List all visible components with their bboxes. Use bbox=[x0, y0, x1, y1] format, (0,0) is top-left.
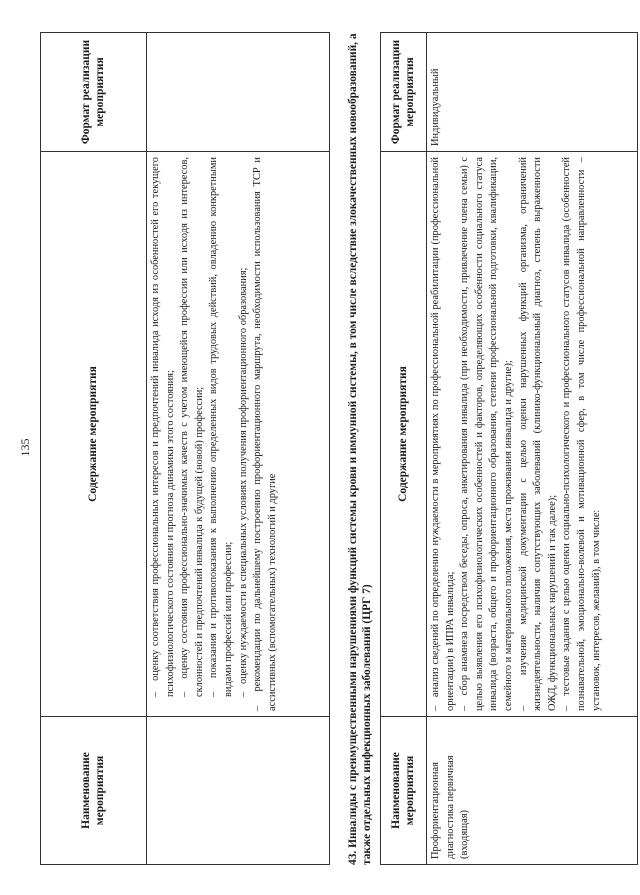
list-item: – оценку соответствия профессиональных интересов и предпочтений инвалида исходя из особенностей его текущего психофизиологического состояния и прогноза динамики этого состояния; bbox=[150, 157, 176, 697]
cell-activity-name bbox=[427, 717, 638, 865]
page-number: 135 bbox=[18, 438, 32, 457]
list-item: – сбор анамнеза посредством беседы, опроса, анкетирования инвалида (при необходимости, привлечение члена семьи) с целью выявления его психофизиологических особенностей и факторов, определяющих особенности социального статуса инвалида (возраста, общего и профориентационного образования, степени профессиональной подготовки, квалификации, семейного и материального положения, места проживания инвалида и другие); bbox=[459, 157, 514, 711]
header-activity-content: Содержание мероприятия bbox=[381, 152, 427, 717]
list-item: – оценку нуждаемости в специальных условиях получения профориентационного образования; bbox=[237, 267, 249, 697]
header-activity-name: Наименование мероприятия bbox=[41, 717, 147, 865]
header-activity-format: Формат реализации мероприятия bbox=[381, 33, 427, 152]
list-item: – показания и противопоказания к выполнению определенных видов трудовых действий, овладению конкретными видами профессий или профессии; bbox=[208, 157, 234, 697]
cell-content bbox=[427, 152, 638, 717]
list-item: – анализ сведений по определению нуждаемости в мероприятиях по профессиональной реабилитации (профессиональной ориентации) в ИПРА инвалида; bbox=[430, 157, 456, 711]
cell-format-empty bbox=[147, 33, 330, 152]
table-row bbox=[427, 33, 638, 865]
list-item: – оценку состояния профессионально-значимых качеств с учетом имеющейся профессии или исходя из интересов, склонностей и предпочтений инвалида к будущей (новой) профессии; bbox=[179, 157, 205, 697]
header-activity-format: Формат реализации мероприятия bbox=[41, 33, 147, 152]
table-header-row bbox=[381, 33, 427, 865]
activity-format: Индивидуальный bbox=[430, 68, 441, 146]
cell-content bbox=[147, 152, 330, 717]
cell-name-empty bbox=[147, 717, 330, 865]
activities-table-continued bbox=[40, 32, 330, 865]
section-heading: 43. Инвалиды с преимущественными нарушениями функций системы крови и иммунной системы, в том числе вследствие злокачественных новообразований, а также отдельных инфекционных заболеваний (ЦРГ 7) bbox=[347, 33, 373, 865]
activity-name: Профориентационная диагностика первичная (входящая) bbox=[430, 755, 471, 859]
table-header-row bbox=[41, 33, 147, 865]
activities-table-crg7 bbox=[380, 32, 638, 865]
header-activity-content: Содержание мероприятия bbox=[41, 152, 147, 717]
list-item: – изучение медицинской документации с целью оценки нарушенных функций организма, ограничений жизнедеятельности, наличия сопутствующих заболеваний (клинико-функциональный диагноз, степень выраженности ОЖД, функциональных нарушений и так далее); bbox=[517, 157, 558, 711]
header-activity-name: Наименование мероприятия bbox=[381, 717, 427, 865]
list-item: – рекомендации по дальнейшему построению профориентационного маршрута, необходимости использования ТСР и ассистивных (вспомогательных) технологий и другие bbox=[252, 157, 278, 711]
list-item: – тестовые задания с целью оценки социально-психологического и профессионального статусов инвалида (особенностей познавательной, эмоционально-волевой и мотивационной сфер, в том числе профессиональной направленности – установок, интересов, желаний), в том числе: bbox=[561, 157, 602, 711]
table-row bbox=[147, 33, 330, 865]
cell-format bbox=[427, 33, 638, 152]
